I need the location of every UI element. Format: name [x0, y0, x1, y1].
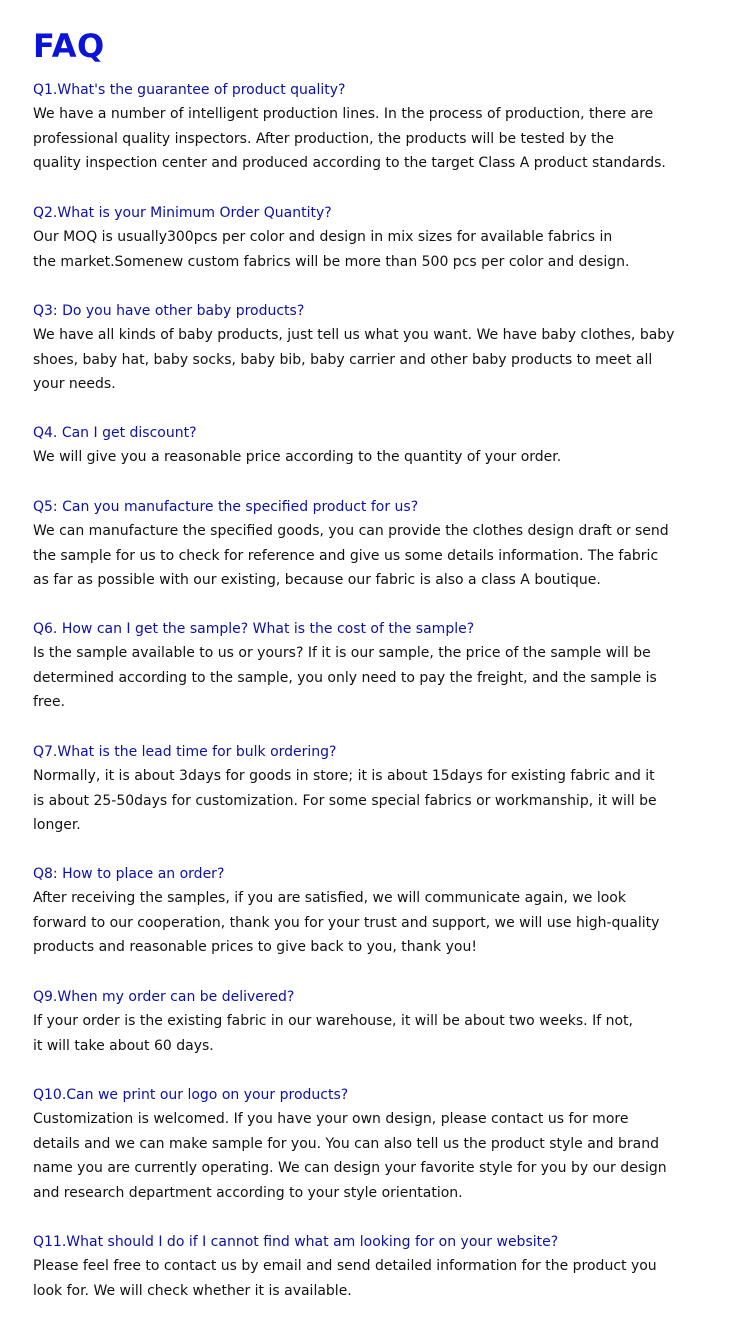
faq-answer-line: free. — [33, 694, 66, 711]
faq-item — [33, 78, 723, 176]
faq-item — [33, 201, 723, 274]
faq-question: Q9.When my order can be delivered? — [33, 989, 295, 1005]
faq-answer-line: We can manufacture the specified goods, you can provide the clothes design draft or send — [33, 523, 669, 540]
faq-answer-line: Please feel free to contact us by email and send detailed information for the product you — [33, 1258, 657, 1275]
faq-answer-line: details and we can make sample for you. You can also tell us the product style and brand — [33, 1135, 659, 1152]
faq-answer — [33, 641, 723, 714]
faq-answer-line: determined according to the sample, you only need to pay the freight, and the sample is — [33, 669, 657, 686]
faq-answer-line: Is the sample available to us or yours? If it is our sample, the price of the sample will be — [33, 645, 651, 662]
faq-question: Q8: How to place an order? — [33, 866, 225, 882]
faq-answer-line: Customization is welcomed. If you have your own design, please contact us for more — [33, 1111, 629, 1128]
faq-answer-line: forward to our cooperation, thank you for your trust and support, we will use high-quality — [33, 914, 660, 931]
faq-answer — [33, 1254, 723, 1303]
faq-answer-line: as far as possible with our existing, because our fabric is also a class A boutique. — [33, 572, 601, 589]
faq-answer-line: We will give you a reasonable price according to the quantity of your order. — [33, 449, 562, 466]
page-title: FAQ — [33, 27, 105, 65]
faq-question: Q2.What is your Minimum Order Quantity? — [33, 205, 332, 221]
faq-question: Q5: Can you manufacture the specified product for us? — [33, 499, 419, 515]
faq-answer-line: We have all kinds of baby products, just tell us what you want. We have baby clothes, baby — [33, 327, 675, 344]
faq-item — [33, 495, 723, 593]
faq-answer — [33, 225, 723, 274]
faq-question: Q6. How can I get the sample? What is the cost of the sample? — [33, 621, 475, 637]
faq-answer — [33, 764, 723, 837]
faq-answer-line: Our MOQ is usually300pcs per color and design in mix sizes for available fabrics in — [33, 229, 613, 246]
faq-item — [33, 1230, 723, 1303]
faq-answer — [33, 886, 723, 959]
faq-answer-line: If your order is the existing fabric in our warehouse, it will be about two weeks. If not, — [33, 1013, 633, 1030]
faq-answer — [33, 102, 723, 175]
faq-answer-line: Normally, it is about 3days for goods in store; it is about 15days for existing fabric and it — [33, 768, 655, 785]
faq-answer — [33, 323, 723, 396]
faq-question: Q1.What's the guarantee of product quality? — [33, 82, 346, 98]
faq-item — [33, 985, 723, 1058]
faq-answer — [33, 445, 723, 469]
faq-item — [33, 617, 723, 715]
faq-answer-line: the sample for us to check for reference and give us some details information. The fabric — [33, 547, 659, 564]
faq-answer-line: your needs. — [33, 376, 116, 393]
faq-item — [33, 862, 723, 960]
faq-item — [33, 1083, 723, 1205]
faq-answer — [33, 519, 723, 592]
faq-item — [33, 299, 723, 397]
faq-answer — [33, 1107, 723, 1205]
faq-answer-line: quality inspection center and produced according to the target Class A product standards. — [33, 155, 666, 172]
faq-answer-line: We have a number of intelligent production lines. In the process of production, there are — [33, 106, 654, 123]
faq-answer-line: products and reasonable prices to give back to you, thank you! — [33, 939, 477, 956]
faq-item — [33, 740, 723, 838]
faq-answer-line: is about 25-50days for customization. For some special fabrics or workmanship, it will be — [33, 792, 657, 809]
faq-answer-line: the market.Somenew custom fabrics will be more than 500 pcs per color and design. — [33, 253, 630, 270]
faq-answer-line: shoes, baby hat, baby socks, baby bib, baby carrier and other baby products to meet all — [33, 351, 653, 368]
faq-question: Q11.What should I do if I cannot find what am looking for on your website? — [33, 1234, 559, 1250]
faq-item — [33, 421, 723, 470]
faq-answer-line: After receiving the samples, if you are satisfied, we will communicate again, we look — [33, 890, 626, 907]
faq-answer-line: look for. We will check whether it is available. — [33, 1282, 352, 1299]
faq-question: Q3: Do you have other baby products? — [33, 303, 305, 319]
faq-answer — [33, 1009, 723, 1058]
faq-answer-line: name you are currently operating. We can design your favorite style for you by our design — [33, 1160, 667, 1177]
faq-answer-line: it will take about 60 days. — [33, 1037, 214, 1054]
faq-answer-line: professional quality inspectors. After production, the products will be tested by the — [33, 130, 614, 147]
faq-question: Q10.Can we print our logo on your products? — [33, 1087, 349, 1103]
faq-answer-line: and research department according to your style orientation. — [33, 1184, 463, 1201]
faq-answer-line: longer. — [33, 817, 81, 834]
faq-question: Q4. Can I get discount? — [33, 425, 197, 441]
faq-question: Q7.What is the lead time for bulk ordering? — [33, 744, 337, 760]
